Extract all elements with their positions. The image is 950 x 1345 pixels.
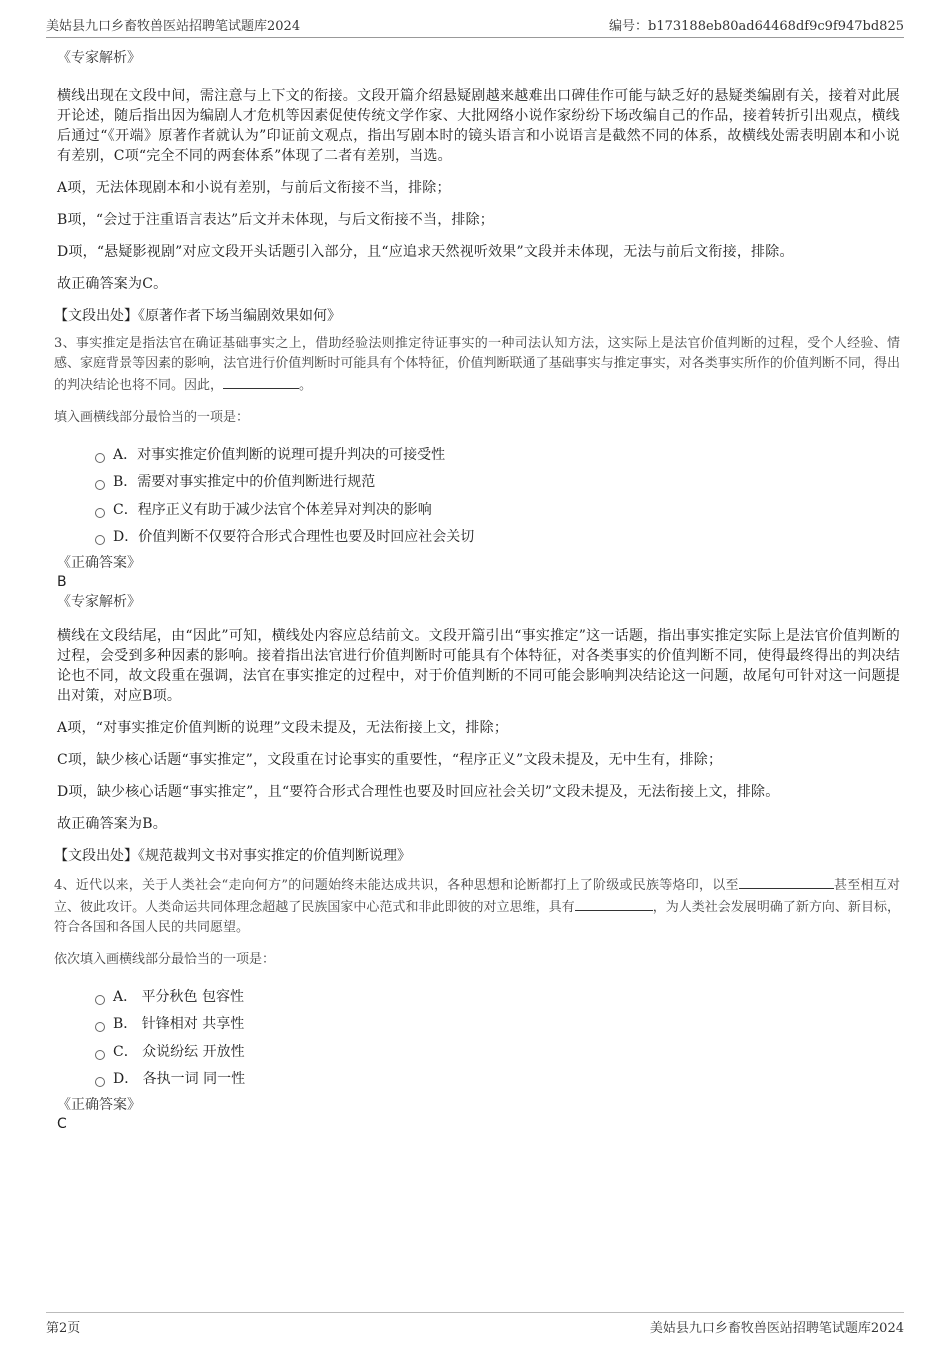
- radio-icon[interactable]: [95, 535, 105, 545]
- question-3-option-c[interactable]: [95, 496, 900, 524]
- radio-icon[interactable]: [95, 480, 105, 490]
- question-3-prompt: 填入画横线部分最恰当的一项是：: [54, 410, 250, 425]
- question-3-option-b[interactable]: [95, 469, 900, 497]
- analysis-option-a: A项，“对事实推定价值判断的说理”文段未提及，无法衔接上文，排除；: [57, 720, 509, 736]
- analysis-option-a: A项，无法体现剧本和小说有差别，与前后文衔接不当，排除；: [57, 180, 451, 196]
- question-3-text-after: 。: [299, 378, 313, 393]
- analysis-option-b: B项，“会过于注重语言表达”后文并未体现，与后文衔接不当，排除；: [57, 212, 495, 228]
- radio-icon[interactable]: [95, 1022, 105, 1032]
- option-label: A．对事实推定价值判断的说理可提升判决的可接受性: [113, 446, 446, 463]
- correct-answer-value: C: [57, 1116, 67, 1132]
- option-label: C．程序正义有助于减少法官个体差异对判决的影响: [113, 501, 432, 518]
- passage-source: 【文段出处】《规范裁判文书对事实推定的价值判断说理》: [54, 848, 411, 864]
- analysis-option-d: D项，缺少核心话题“事实推定”，且“要符合形式合理性也要及时回应社会关切”文段未提及，无法衔接上文，排除。: [57, 784, 780, 800]
- radio-icon[interactable]: [95, 1050, 105, 1060]
- radio-icon[interactable]: [95, 1077, 105, 1087]
- expert-analysis-label: 《专家解析》: [57, 594, 141, 610]
- question-3-option-d[interactable]: [95, 524, 900, 552]
- radio-icon[interactable]: [95, 995, 105, 1005]
- correct-answer-label: 《正确答案》: [57, 1097, 141, 1113]
- analysis-option-c: C项，缺少核心话题“事实推定”，文段重在讨论事实的重要性，“程序正义”文段未提及，无中生有，排除；: [57, 752, 723, 768]
- page-number: 第2页: [46, 1321, 81, 1336]
- expert-analysis-text: 横线在文段结尾，由“因此”可知，横线处内容应总结前文。文段开篇引出“事实推定”这一话题，指出事实推定实际上是法官价值判断的过程，会受到多种因素的影响。接着指出法官进行价值判断时可能具有个体特征，对各类事实的价值判断不同，使得最终得出的判决结论也不同，故文段重在强调，法官在事实推定的过程中，对于价值判断的不同可能会影响判决结论这一问题，故尾句可针对这一问题提出对策，对应B项。: [57, 628, 900, 704]
- question-4-blank-1: [739, 874, 834, 889]
- question-4-option-d[interactable]: [95, 1066, 900, 1094]
- question-4-options: [95, 983, 900, 1093]
- question-3-text-before: 3、事实推定是指法官在确证基础事实之上，借助经验法则推定待证事实的一种司法认知方法，这实际上是法官价值判断的过程，受个人经验、情感、家庭背景等因素的影响，法官进行价值判断时可能具有个体特征，价值判断联通了基础事实与推定事实，对各类事实所作的价值判断不同，得出的判决结论也将不同。因此，: [54, 336, 900, 393]
- option-label: D．价值判断不仅要符合形式合理性也要及时回应社会关切: [113, 529, 475, 546]
- question-4-option-c[interactable]: [95, 1038, 900, 1066]
- analysis-conclusion: 故正确答案为B。: [57, 816, 167, 832]
- page-header: [46, 12, 904, 38]
- footer-title: 美姑县九口乡畜牧兽医站招聘笔试题库2024: [649, 1321, 904, 1336]
- question-4-option-a[interactable]: [95, 983, 900, 1011]
- option-label: D． 各执一词 同一性: [113, 1071, 246, 1088]
- question-4-blank-2: [575, 896, 653, 911]
- question-4-option-b[interactable]: [95, 1011, 900, 1039]
- expert-analysis-label: 《专家解析》: [57, 50, 141, 66]
- passage-source: 【文段出处】《原著作者下场当编剧效果如何》: [54, 308, 341, 324]
- question-4-prompt: 依次填入画横线部分最恰当的一项是：: [54, 952, 276, 967]
- question-4-text-2: 甚至相互对立、彼此攻讦。人类命运共同体理念超越了民族国家中心范式和非此即彼的对立思维，具有: [54, 878, 900, 915]
- header-title: 美姑县九口乡畜牧兽医站招聘笔试题库2024: [46, 19, 301, 34]
- analysis-option-d: D项，“悬疑影视剧”对应文段开头话题引入部分，且“应追求天然视听效果”文段并未体现，无法与前后文衔接，排除。: [57, 244, 794, 260]
- question-4-text-3: ，为人类社会发展明确了新方向、新目标，符合各国和各国人民的共同愿望。: [54, 900, 900, 935]
- expert-analysis-text: 横线出现在文段中间，需注意与上下文的衔接。文段开篇介绍悬疑剧越来越难出口碑佳作可能与缺乏好的悬疑类编剧有关，接着对此展开论述，随后指出因为编剧人才危机等因素促使传统文学作家、大批网络小说作家纷纷下场改编自己的作品，接着转折引出观点，横线后通过“《开端》原著作者就认为”印证前文观点，指出写剧本时的镜头语言和小说语言是截然不同的体系，故横线处需表明剧本和小说有差别，C项“完全不同的两套体系”体现了二者有差别，当选。: [57, 88, 900, 164]
- question-4-text: [54, 874, 900, 938]
- question-3-option-a[interactable]: [95, 441, 900, 469]
- radio-icon[interactable]: [95, 508, 105, 518]
- correct-answer-value: B: [57, 574, 67, 590]
- option-label: A． 平分秋色 包容性: [113, 988, 245, 1005]
- page-content: [54, 46, 900, 1133]
- page-footer: [46, 1312, 904, 1336]
- question-3-blank: [223, 374, 299, 389]
- question-3-options: [95, 441, 900, 551]
- option-label: B．需要对事实推定中的价值判断进行规范: [113, 474, 376, 491]
- analysis-conclusion: 故正确答案为C。: [57, 276, 168, 292]
- correct-answer-label: 《正确答案》: [57, 555, 141, 571]
- question-3-text: [54, 334, 900, 396]
- option-label: B． 针锋相对 共享性: [113, 1016, 245, 1033]
- option-label: C． 众说纷纭 开放性: [113, 1043, 245, 1060]
- question-4-text-1: 4、近代以来，关于人类社会“走向何方”的问题始终未能达成共识，各种思想和论断都打上了阶级或民族等烙印，以至: [54, 878, 739, 893]
- radio-icon[interactable]: [95, 453, 105, 463]
- header-doc-id: 编号：b173188eb80ad64468df9c9f947bd825: [609, 19, 904, 34]
